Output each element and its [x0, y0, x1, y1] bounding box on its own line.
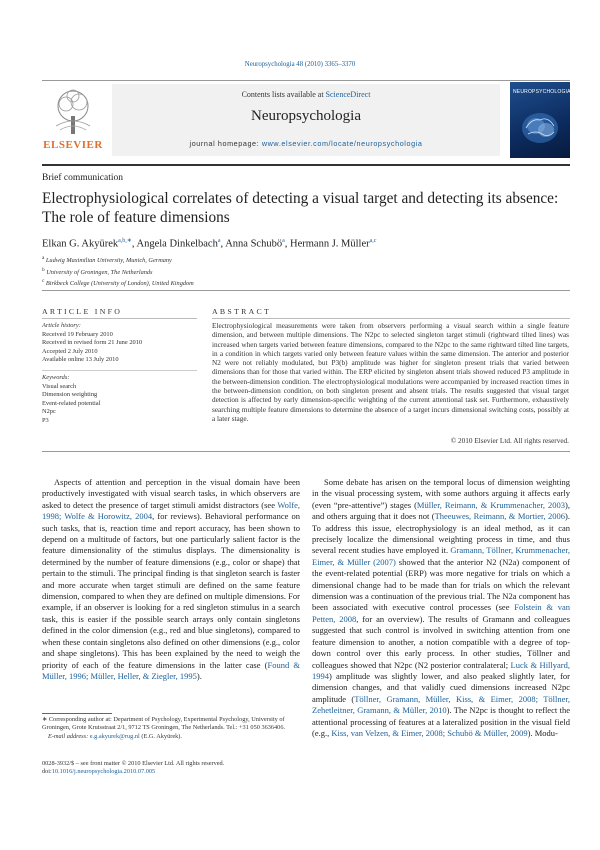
author-affiliation-marker[interactable]: a,c [369, 238, 377, 244]
corresponding-footnote [42, 716, 300, 741]
body-column-left [42, 477, 300, 682]
affiliations [42, 254, 194, 289]
history-label: Article history: [42, 322, 81, 329]
email-link[interactable]: e.g.akyurek@rug.nl [89, 732, 140, 740]
citation-link[interactable]: Kiss, van Velzen, & Eimer, 2008; Schubö & Müller, 2009 [331, 727, 528, 738]
footnote-rule [42, 713, 112, 714]
body-text: Some debate has arisen on the temporal locus of dimension weighting in the visual processing system, with some authors arguing it affects early (even “pre-attentive”) stages ( [312, 477, 570, 510]
contents-prefix: Contents lists available at [241, 90, 326, 99]
author-affiliation-marker[interactable]: a [282, 238, 285, 244]
citation-link[interactable]: Wolfe, 1998; Wolfe & Horowitz, 2004 [42, 499, 300, 522]
citation-link[interactable]: Gramann, Töllner, Krummenacher, Eimer, & Müller (2007) [312, 545, 570, 567]
body-column-right [312, 477, 570, 739]
abstract-end-rule [42, 451, 570, 452]
article-history [42, 322, 202, 365]
body-text: ). Modu- [527, 727, 558, 738]
article-info-rule [42, 318, 197, 319]
tree-icon [48, 86, 98, 136]
affiliation-marker: a [42, 255, 45, 261]
author-name: Angela Dinkelbach [136, 238, 218, 250]
email-line [42, 733, 300, 741]
homepage-prefix: journal homepage: [189, 139, 262, 148]
running-header-link[interactable]: Neuropsychologia 48 (2010) 3365–3370 [244, 61, 356, 68]
citation-link[interactable]: Luck & Hillyard, 1994 [312, 659, 571, 681]
author-name: Hermann J. Müller [290, 238, 370, 250]
keywords-label: Keywords: [42, 374, 70, 381]
homepage-link[interactable]: www.elsevier.com/locate/neuropsychologia [261, 139, 423, 148]
keyword: Visual search [42, 382, 77, 390]
author-affiliation-marker[interactable]: a,b,∗ [118, 238, 132, 244]
header-bottom-rule [42, 164, 570, 166]
author-name: Anna Schubö [225, 238, 283, 250]
publisher-logo-text: ELSEVIER [43, 139, 103, 151]
article-info-divider [42, 370, 197, 371]
author-separator: , [284, 238, 290, 250]
abstract-text: Electrophysiological measurements were taken from observers performing a visual search within a single feature dimension, and between multiple dimensions. The N2pc to selected singleton target stimuli (rightward tilted lines) was increased when targets varied between feature dimensions, compared to the N2pc to the same rightward tilted line targets, in a condition in which targets varied only between feature values within the same dimension. The anterior and posterior N2 were not reliably modulated, but P3(b) amplitude was higher for singleton present trials that varied between dimensions than for those that varied within. The ERP elicited by singleton absent trials showed reduced P3 amplitude in the between-dimension condition. The electrophysiological modulations were accompanied by increased reaction times in the between-dimension condition, on both singleton present and absent trials. The results suggested that visual target detection is affected by early dimension-specific weighting of the current attentional task set. Furthermore, exhaustively searching multiple feature dimensions to determine the absence of a target incurs dimensional switching costs, possibly at a later stage. [212, 322, 569, 423]
keyword: Dimension weighting [42, 391, 98, 398]
issn-line: 0028-3932/$ – see front matter © 2010 Elsevier Ltd. All rights reserved. [42, 760, 225, 767]
author-name: Elkan G. Akyürek [42, 238, 119, 250]
brain-icon [518, 104, 562, 148]
history-item: Received in revised form 21 June 2010 [42, 339, 143, 346]
header-top-rule [42, 80, 570, 81]
body-paragraph [312, 477, 570, 739]
author-list [42, 237, 376, 250]
author-separator: , [220, 238, 226, 250]
citation-link[interactable]: Found & Müller, 1996; Müller, Heller, & Ziegler, 1995 [42, 659, 300, 681]
section-rule [42, 290, 570, 291]
journal-homepage [112, 139, 500, 148]
keyword: N2pc [42, 408, 56, 415]
author-separator: , [131, 238, 137, 250]
affiliation-marker: b [42, 266, 45, 273]
email-suffix: (E.G. Akyürek). [139, 732, 182, 740]
sciencedirect-link[interactable]: ScienceDirect [325, 90, 371, 99]
author-affiliation-marker[interactable]: a [217, 238, 221, 244]
doi-link[interactable]: 10.1016/j.neuropsychologia.2010.07.005 [51, 768, 156, 776]
body-paragraph [42, 477, 300, 682]
affiliation [42, 266, 194, 278]
citation-link[interactable]: Folstein & van Petten, 2008 [312, 602, 571, 624]
body-text: Aspects of attention and perception in the visual domain have been productively investigated with visual search tasks, in which observers are asked to detect the presence of target stimuli amidst distractors (see [42, 477, 300, 510]
doi-line [42, 768, 300, 776]
body-text: ) amplitude was slightly lower, and also peaked slightly later, for dimension changes, and that validly cued dimensions increased N2pc amplitude ( [312, 670, 570, 704]
affiliation-text: University of Groningen, The Netherlands [44, 268, 153, 276]
history-item: Received 19 February 2010 [42, 330, 113, 338]
corresponding-author: ∗ Corresponding author at: Department of Psychology, Experimental Psychology, University of Groningen, Grote Kruisstraat 2/1, 9712 TS Groningen, The Netherlands. Tel.: +31 050 3636406. [42, 716, 286, 732]
email-label: E-mail address: [48, 732, 89, 740]
abstract-heading: ABSTRACT [212, 307, 272, 316]
affiliation [42, 254, 194, 266]
article-type: Brief communication [42, 173, 123, 183]
journal-title: Neuropsychologia [251, 108, 361, 124]
body-text: ). The N2pc is thought to reflect the attentional processing of features at a lateralized position in the visual field (e.g., [312, 705, 570, 738]
keywords [42, 374, 202, 425]
citation-link[interactable]: Müller, Reimann, & Krummenacher, 2003 [416, 499, 566, 510]
affiliation-marker: c [42, 278, 45, 285]
body-text: showed that the anterior N2 (N2a) component of the event-related potential (ERP) was more negative for trials on which a dimensional change had to be made than for trials on which the relevant dimension was a continuation of the previous trial. The N2a component has been associated with executive control processes (see [312, 556, 570, 613]
keyword: P3 [42, 416, 49, 424]
body-text: ). [196, 670, 202, 681]
running-header [0, 61, 600, 68]
cover-title: NEUROPSYCHOLOGIA [513, 89, 571, 95]
body-text: ), and others arguing that it does not ( [312, 499, 570, 522]
body-text: , for an overview). The results of Gramann and colleagues suggested that such control is involved in switching attention from one feature dimension to another, a notion compatible with a degree of top-down control over this early process. In other studies, Töllner and colleagues showed that N2pc (N2 posterior contralateral; [312, 613, 570, 670]
publisher-logo[interactable] [42, 84, 104, 156]
abstract-rule [212, 318, 570, 319]
citation-link[interactable]: Theeuwes, Reimann, & Mortier, 2006 [434, 511, 566, 522]
affiliation-text: Birkbeck College (University of London), United Kingdom [44, 280, 194, 288]
article-info-heading: ARTICLE INFO [42, 307, 123, 316]
doi-prefix: doi: [42, 768, 52, 776]
journal-cover[interactable] [510, 82, 570, 158]
affiliation-text: Ludwig Maximilian University, Munich, Germany [44, 257, 172, 265]
contents-line [112, 90, 500, 99]
journal-masthead [112, 84, 500, 156]
abstract-copyright: © 2010 Elsevier Ltd. All rights reserved. [450, 437, 569, 445]
history-item: Accepted 2 July 2010 [42, 347, 98, 355]
keyword: Event-related potential [42, 399, 101, 407]
article-title: Electrophysiological correlates of detecting a visual target and detecting its absence: The role of feature dimensions [42, 190, 559, 226]
history-item: Available online 13 July 2010 [42, 356, 119, 363]
citation-link[interactable]: Töllner, Gramann, Müller, Kiss, & Eimer, 2008; Töllner, Zehetleitner, Gramann, & Müller, 2010 [312, 693, 570, 716]
affiliation [42, 277, 194, 289]
publication-footer [42, 760, 300, 777]
body-text: , for reviews). Behavioral performance on such tasks, that is, reaction time and report accuracy, has been shown to depend on a multitude of factors, but one particularly salient factor is the feature dimensionality of the stimulus displays. The dimensionality is determined by the number of feature dimensions (e.g., color or shape) that pertain to the stimuli. The principal finding is that singleton search is faster and more accurate when target stimuli are defined on the same feature dimension, compared to when they are defined on multiple dimensions. For example, if an observer is looking for a red singleton stimulus in a search task, this is easier if the possible search arrays only contain singletons defined in the color dimension (e.g., red and blue singletons), compared to when these contain singletons also defined on other dimensions (e.g., color and shape singletons). This has been explained by the need to weigh the priority of each of the feature dimensions in the latter case ( [42, 511, 300, 670]
body-text: ). To address this issue, electrophysiology is an ideal method, as it can precisely localize the dimensional weighting process in time, and thus several recent studies have employed it. [312, 511, 570, 556]
